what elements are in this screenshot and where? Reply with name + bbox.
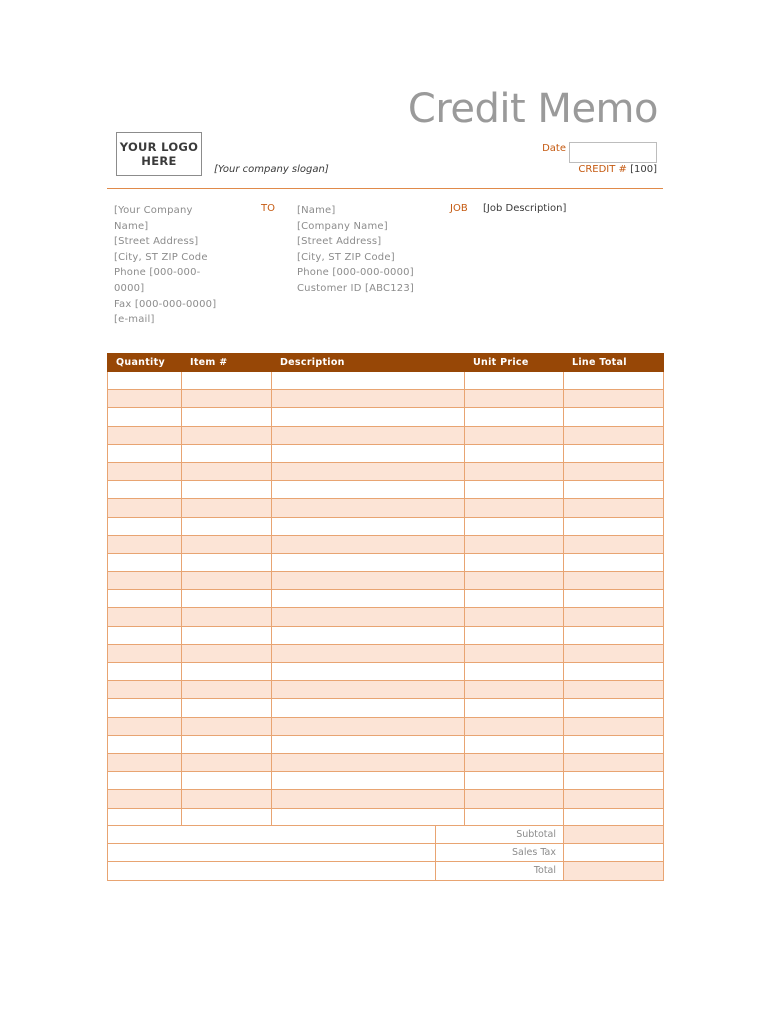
credit-number-label: CREDIT # [578, 164, 627, 175]
table-row [108, 753, 664, 771]
unit-price-cell[interactable] [465, 590, 564, 608]
quantity-cell[interactable] [108, 553, 182, 571]
description-cell[interactable] [272, 626, 465, 644]
quantity-cell[interactable] [108, 426, 182, 444]
quantity-cell[interactable] [108, 390, 182, 408]
item-number-cell[interactable] [182, 462, 272, 480]
table-row [108, 426, 664, 444]
recipient-address[interactable] [297, 203, 427, 297]
item-number-cell[interactable] [182, 626, 272, 644]
line-total-cell[interactable] [564, 408, 664, 426]
description-cell[interactable] [272, 663, 465, 681]
credit-number-value[interactable]: [100] [630, 164, 657, 175]
quantity-cell[interactable] [108, 572, 182, 590]
unit-price-cell[interactable] [465, 681, 564, 699]
table-row [108, 499, 664, 517]
column-header-line-total: Line Total [564, 354, 664, 372]
line-total-cell[interactable] [564, 663, 664, 681]
line-total-cell[interactable] [564, 444, 664, 462]
quantity-cell[interactable] [108, 681, 182, 699]
description-cell[interactable] [272, 535, 465, 553]
description-cell[interactable] [272, 790, 465, 808]
unit-price-cell[interactable] [465, 753, 564, 771]
description-cell[interactable] [272, 772, 465, 790]
description-cell[interactable] [272, 372, 465, 390]
unit-price-cell[interactable] [465, 735, 564, 753]
date-field[interactable] [569, 142, 657, 163]
line-total-cell[interactable] [564, 772, 664, 790]
sender-line: Fax [000-000-0000] [114, 298, 217, 310]
quantity-cell[interactable] [108, 481, 182, 499]
subtotal-value[interactable] [564, 826, 664, 844]
line-total-cell[interactable] [564, 681, 664, 699]
table-row [108, 572, 664, 590]
item-number-cell[interactable] [182, 699, 272, 717]
column-header-item-number: Item # [182, 354, 272, 372]
item-number-cell[interactable] [182, 808, 272, 826]
item-number-cell[interactable] [182, 735, 272, 753]
line-total-cell[interactable] [564, 735, 664, 753]
item-number-cell[interactable] [182, 481, 272, 499]
total-value[interactable] [564, 862, 664, 880]
table-row [108, 408, 664, 426]
description-cell[interactable] [272, 408, 465, 426]
table-row [108, 644, 664, 662]
line-total-cell[interactable] [564, 535, 664, 553]
item-number-cell[interactable] [182, 444, 272, 462]
column-header-quantity: Quantity [108, 354, 182, 372]
quantity-cell[interactable] [108, 590, 182, 608]
description-cell[interactable] [272, 735, 465, 753]
quantity-cell[interactable] [108, 735, 182, 753]
item-number-cell[interactable] [182, 372, 272, 390]
logo-line-2: HERE [141, 154, 177, 168]
table-row [108, 717, 664, 735]
job-label: JOB [450, 203, 468, 214]
unit-price-cell[interactable] [465, 444, 564, 462]
quantity-cell[interactable] [108, 462, 182, 480]
description-cell[interactable] [272, 681, 465, 699]
total-label: Total [436, 862, 564, 880]
quantity-cell[interactable] [108, 408, 182, 426]
table-row [108, 808, 664, 826]
line-total-cell[interactable] [564, 390, 664, 408]
line-total-cell[interactable] [564, 372, 664, 390]
item-number-cell[interactable] [182, 753, 272, 771]
item-number-cell[interactable] [182, 517, 272, 535]
sender-line: Phone [000-000- [114, 267, 201, 279]
unit-price-cell[interactable] [465, 408, 564, 426]
unit-price-cell[interactable] [465, 390, 564, 408]
to-label: TO [261, 203, 275, 214]
recipient-line: [Name] [297, 205, 336, 216]
line-total-cell[interactable] [564, 790, 664, 808]
description-cell[interactable] [272, 553, 465, 571]
description-cell[interactable] [272, 390, 465, 408]
unit-price-cell[interactable] [465, 608, 564, 626]
sender-line: [City, ST ZIP Code [114, 251, 208, 263]
item-number-cell[interactable] [182, 790, 272, 808]
recipient-line: Customer ID [ABC123] [297, 282, 414, 294]
line-total-cell[interactable] [564, 626, 664, 644]
description-cell[interactable] [272, 426, 465, 444]
description-cell[interactable] [272, 808, 465, 826]
sales-tax-row [108, 844, 664, 862]
quantity-cell[interactable] [108, 535, 182, 553]
description-cell[interactable] [272, 590, 465, 608]
logo-line-1: YOUR LOGO [119, 140, 199, 154]
sender-line: Name] [114, 220, 149, 232]
item-number-cell[interactable] [182, 772, 272, 790]
totals-table [107, 825, 664, 881]
table-row [108, 372, 664, 390]
table-row [108, 699, 664, 717]
quantity-cell[interactable] [108, 626, 182, 644]
description-cell[interactable] [272, 608, 465, 626]
line-total-cell[interactable] [564, 753, 664, 771]
unit-price-cell[interactable] [465, 699, 564, 717]
line-total-cell[interactable] [564, 590, 664, 608]
total-row [108, 862, 664, 880]
quantity-cell[interactable] [108, 499, 182, 517]
item-number-cell[interactable] [182, 608, 272, 626]
column-header-unit-price: Unit Price [465, 354, 564, 372]
unit-price-cell[interactable] [465, 626, 564, 644]
table-row [108, 535, 664, 553]
page-title: Credit Memo [407, 86, 658, 132]
line-total-cell[interactable] [564, 499, 664, 517]
quantity-cell[interactable] [108, 699, 182, 717]
description-cell[interactable] [272, 753, 465, 771]
description-cell[interactable] [272, 717, 465, 735]
quantity-cell[interactable] [108, 372, 182, 390]
table-row [108, 590, 664, 608]
line-total-cell[interactable] [564, 572, 664, 590]
table-header-row [108, 354, 664, 372]
description-cell[interactable] [272, 517, 465, 535]
item-number-cell[interactable] [182, 590, 272, 608]
table-row [108, 462, 664, 480]
quantity-cell[interactable] [108, 790, 182, 808]
logo-placeholder[interactable] [116, 132, 202, 176]
table-row [108, 481, 664, 499]
unit-price-cell[interactable] [465, 644, 564, 662]
date-label: Date [542, 143, 566, 154]
totals-blank-cell [108, 826, 436, 844]
description-cell[interactable] [272, 462, 465, 480]
description-cell[interactable] [272, 481, 465, 499]
table-row [108, 735, 664, 753]
table-row [108, 681, 664, 699]
unit-price-cell[interactable] [465, 535, 564, 553]
unit-price-cell[interactable] [465, 481, 564, 499]
quantity-cell[interactable] [108, 772, 182, 790]
quantity-cell[interactable] [108, 663, 182, 681]
unit-price-cell[interactable] [465, 717, 564, 735]
unit-price-cell[interactable] [465, 772, 564, 790]
item-number-cell[interactable] [182, 717, 272, 735]
line-total-cell[interactable] [564, 517, 664, 535]
table-row [108, 790, 664, 808]
subtotal-row [108, 826, 664, 844]
item-number-cell[interactable] [182, 426, 272, 444]
unit-price-cell[interactable] [465, 499, 564, 517]
table-row [108, 663, 664, 681]
unit-price-cell[interactable] [465, 790, 564, 808]
line-total-cell[interactable] [564, 644, 664, 662]
description-cell[interactable] [272, 644, 465, 662]
sales-tax-value[interactable] [564, 844, 664, 862]
unit-price-cell[interactable] [465, 572, 564, 590]
recipient-line: [City, ST ZIP Code] [297, 251, 395, 263]
quantity-cell[interactable] [108, 608, 182, 626]
item-number-cell[interactable] [182, 390, 272, 408]
sender-line: [e-mail] [114, 314, 155, 326]
line-total-cell[interactable] [564, 426, 664, 444]
unit-price-cell[interactable] [465, 426, 564, 444]
sender-address[interactable] [114, 203, 224, 328]
header-divider [107, 188, 663, 189]
table-row [108, 772, 664, 790]
quantity-cell[interactable] [108, 517, 182, 535]
item-number-cell[interactable] [182, 553, 272, 571]
line-total-cell[interactable] [564, 608, 664, 626]
totals-blank-cell [108, 844, 436, 862]
sender-line: 0000] [114, 282, 145, 294]
recipient-line: [Street Address] [297, 236, 382, 248]
line-total-cell[interactable] [564, 699, 664, 717]
recipient-line: [Company Name] [297, 220, 388, 232]
job-description[interactable]: [Job Description] [483, 203, 567, 214]
company-slogan[interactable]: [Your company slogan] [214, 164, 329, 175]
description-cell[interactable] [272, 499, 465, 517]
quantity-cell[interactable] [108, 717, 182, 735]
table-row [108, 608, 664, 626]
item-number-cell[interactable] [182, 681, 272, 699]
table-row [108, 390, 664, 408]
line-items-body [108, 372, 664, 827]
line-total-cell[interactable] [564, 462, 664, 480]
description-cell[interactable] [272, 572, 465, 590]
unit-price-cell[interactable] [465, 808, 564, 826]
line-total-cell[interactable] [564, 808, 664, 826]
unit-price-cell[interactable] [465, 553, 564, 571]
quantity-cell[interactable] [108, 444, 182, 462]
table-row [108, 444, 664, 462]
item-number-cell[interactable] [182, 499, 272, 517]
table-row [108, 626, 664, 644]
line-items-table [107, 353, 664, 827]
quantity-cell[interactable] [108, 644, 182, 662]
unit-price-cell[interactable] [465, 517, 564, 535]
quantity-cell[interactable] [108, 753, 182, 771]
item-number-cell[interactable] [182, 644, 272, 662]
description-cell[interactable] [272, 699, 465, 717]
sender-line: [Street Address] [114, 236, 199, 248]
subtotal-label: Subtotal [436, 826, 564, 844]
totals-blank-cell [108, 862, 436, 880]
credit-number-line [480, 164, 657, 175]
item-number-cell[interactable] [182, 408, 272, 426]
item-number-cell[interactable] [182, 572, 272, 590]
recipient-line: Phone [000-000-0000] [297, 267, 414, 279]
table-row [108, 517, 664, 535]
item-number-cell[interactable] [182, 663, 272, 681]
unit-price-cell[interactable] [465, 462, 564, 480]
unit-price-cell[interactable] [465, 372, 564, 390]
sender-line: [Your Company [114, 205, 193, 216]
column-header-description: Description [272, 354, 465, 372]
unit-price-cell[interactable] [465, 663, 564, 681]
line-total-cell[interactable] [564, 553, 664, 571]
sales-tax-label: Sales Tax [436, 844, 564, 862]
description-cell[interactable] [272, 444, 465, 462]
item-number-cell[interactable] [182, 535, 272, 553]
table-row [108, 553, 664, 571]
line-total-cell[interactable] [564, 717, 664, 735]
quantity-cell[interactable] [108, 808, 182, 826]
line-total-cell[interactable] [564, 481, 664, 499]
